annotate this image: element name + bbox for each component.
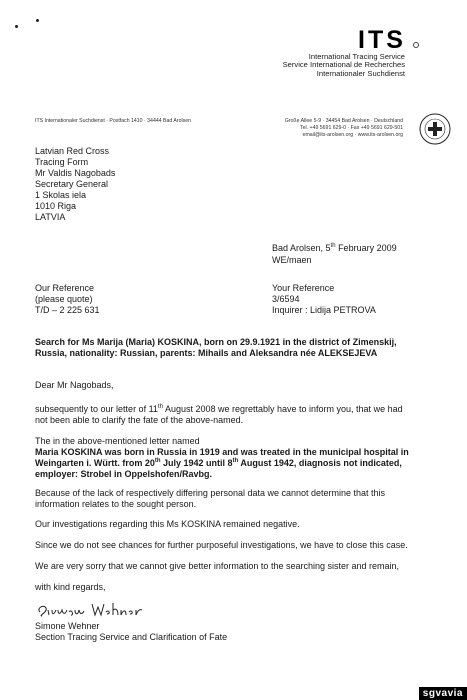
your-reference <box>272 283 376 316</box>
org-name-en: International Tracing Service <box>308 52 405 61</box>
recipient-line: 1 Skolas iela <box>35 190 87 200</box>
subject-line: Search for Ms Marija (Maria) KOSKINA, born on 29.9.1921 in the district of Zimenskij, <box>35 337 397 347</box>
our-ref-number: T/D – 2 225 631 <box>35 305 100 315</box>
subject <box>35 337 397 359</box>
closing: with kind regards, <box>35 582 106 592</box>
recipient-line: Secretary General <box>35 179 109 189</box>
paragraph-2: The in the above-mentioned letter named Maria KOSKINA was born in Russia in 1919 and was treated in the municipal hospital in Weingarten i. Württ. from 20th July 1942 until 8th August 1942, diagnosis not indicated, employer: Strobel in Oppelshofen/Ravbg. <box>35 436 409 479</box>
your-ref-label: Your Reference <box>272 283 335 293</box>
web-line: email@its-arolsen.org · www.its-arolsen.org <box>302 132 403 138</box>
red-cross-seal-icon <box>418 112 452 146</box>
salutation: Dear Mr Nagobads, <box>35 380 114 390</box>
our-reference <box>35 283 100 316</box>
logo-mark-icon <box>413 42 419 48</box>
paragraph-4: Our investigations regarding this Ms KOSKINA remained negative. <box>35 519 300 529</box>
org-name-de: Internationaler Suchdienst <box>316 68 405 78</box>
recipient-line: Mr Valdis Nagobads <box>35 168 116 178</box>
phone-line: Tel. +49 5691 629-0 · Fax +49 5691 629-501 <box>300 125 403 131</box>
our-ref-label: Our Reference <box>35 283 95 293</box>
initials: WE/maen <box>272 255 312 265</box>
margin-dot-left <box>15 25 18 28</box>
paragraph-5: Since we do not see chances for further purposeful investigations, we have to close this case. <box>35 540 408 550</box>
recipient-line: Tracing Form <box>35 157 89 167</box>
address-line: Große Allee 5-9 · 34454 Bad Arolsen · Deutschland <box>284 118 403 124</box>
letter-date: Bad Arolsen, 5th February 2009 <box>272 243 397 253</box>
watermark: sgvavia <box>419 687 467 700</box>
org-names <box>283 53 405 78</box>
sender-line: ITS Internationaler Suchdienst · Postfach 1410 · 34444 Bad Arolsen <box>35 118 192 124</box>
signer-block <box>35 621 227 643</box>
signer-title: Section Tracing Service and Clarification of Fate <box>35 632 228 642</box>
recipient-line: LATVIA <box>35 212 66 222</box>
margin-dot-right <box>36 19 39 22</box>
our-ref-note: (please quote) <box>35 294 93 304</box>
its-logo: ITS <box>358 26 406 54</box>
your-ref-number: 3/6594 <box>272 294 300 304</box>
handwritten-signature <box>34 598 144 620</box>
signer-name: Simone Wehner <box>35 621 100 631</box>
subject-line: Russia, nationality: Russian, parents: Mihails and Aleksandra née ALEKSEJEVA <box>35 348 378 358</box>
paragraph-3: Because of the lack of respectively differing personal data we cannot determine that this information relates to the sought person. <box>35 488 386 509</box>
recipient-line: Latvian Red Cross <box>35 146 110 156</box>
org-name-fr: Service International de Recherches <box>282 60 405 70</box>
recipient-line: 1010 Riga <box>35 201 77 211</box>
paragraph-6: We are very sorry that we cannot give better information to the searching sister and remain, <box>35 561 400 571</box>
inquirer: Inquirer : Lidija PETROVA <box>272 305 376 315</box>
recipient-address <box>35 146 115 223</box>
its-address <box>285 118 403 139</box>
paragraph-1: subsequently to our letter of 11th August 2008 we regrettably have to inform you, that we had not been able to clarify the fate of the above-named. <box>35 404 403 425</box>
